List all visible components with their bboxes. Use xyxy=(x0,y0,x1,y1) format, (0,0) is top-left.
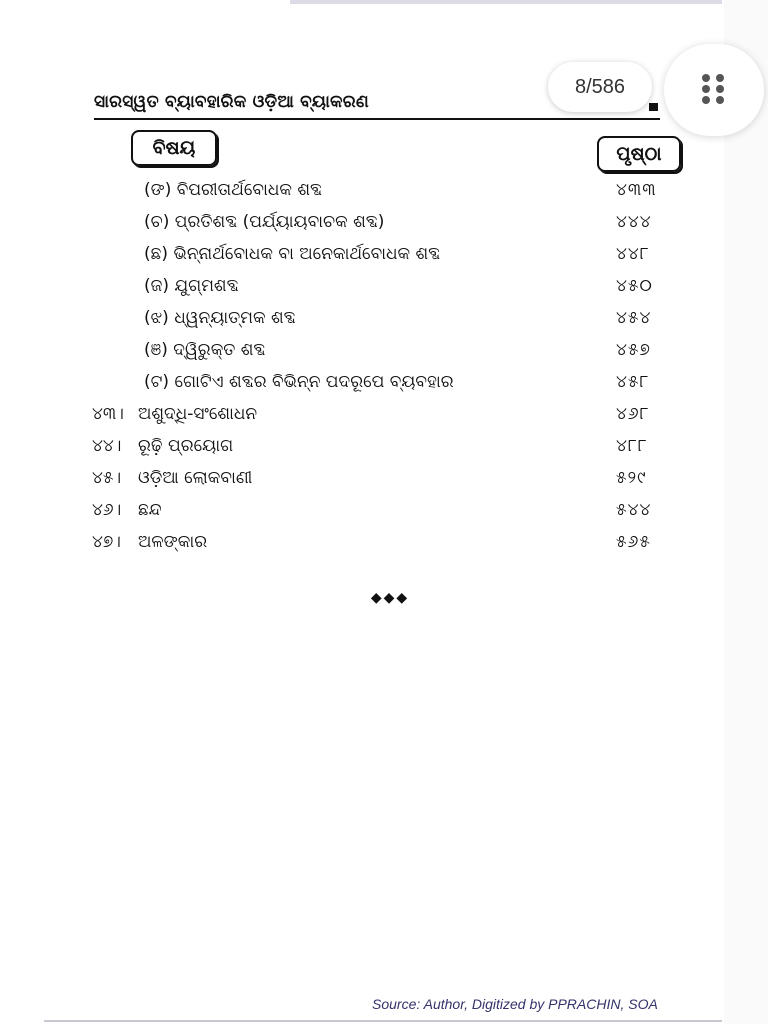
viewer-top-strip xyxy=(0,0,768,4)
toc-row xyxy=(92,240,672,272)
toc-page-number: ୫୬୫ xyxy=(616,532,651,552)
toc-row xyxy=(92,336,672,368)
toc-page-number: ୫୪୪ xyxy=(616,500,652,520)
dot xyxy=(702,85,710,93)
toc-page-number: ୪୫୦ xyxy=(616,276,653,296)
toc-chapter-number: ୪୭। xyxy=(92,532,121,552)
toc-page-number: ୪୫୭ xyxy=(616,340,651,360)
toc-page-number: ୪୬୮ xyxy=(616,404,650,424)
dot xyxy=(702,74,710,82)
toc-row xyxy=(92,400,672,432)
toc-entry-title: ଅଳଙ୍କାର xyxy=(138,532,208,552)
toc-entry-title: ରୂଢ଼ି ପ୍ରୟୋଗ xyxy=(138,436,234,456)
toc-row xyxy=(92,528,672,560)
toc-entry-title: (ଜ) ଯୁଗ୍ମଶବ୍ଦ xyxy=(144,276,239,296)
dot xyxy=(702,96,710,104)
toc-entry-title: ଛନ୍ଦ xyxy=(138,500,162,520)
toc-entry-title: (ଞ) ଦ୍ୱିରୁକ୍ତ ଶବ୍ଦ xyxy=(144,340,266,360)
toc-page-number: ୪୪୮ xyxy=(616,244,650,264)
toc-page-number: ୪୮୮ xyxy=(616,436,648,456)
dot xyxy=(716,96,724,104)
toc-chapter-number: ୪୪। xyxy=(92,436,122,456)
toc-row xyxy=(92,272,672,304)
toc-row xyxy=(92,368,672,400)
dot xyxy=(716,74,724,82)
page-indicator[interactable]: 8/586 xyxy=(548,62,652,112)
toc-chapter-number: ୪୩। xyxy=(92,404,124,424)
toc-row xyxy=(92,208,672,240)
toc-page-number: ୪୩୩ xyxy=(616,180,657,200)
toc-page-number: ୫୨୯ xyxy=(616,468,647,488)
toc-row xyxy=(92,176,672,208)
table-of-contents xyxy=(92,176,672,560)
toc-entry-title: ଅଶୁଦ୍ଧି-ସଂଶୋଧନ xyxy=(138,404,258,424)
toc-row xyxy=(92,304,672,336)
grid-dots-icon xyxy=(702,74,724,104)
toc-page-number: ୪୫୮ xyxy=(616,372,650,392)
toc-entry-title: (ଟ) ଗୋଟିଏ ଶବ୍ଦର ବିଭିନ୍ନ ପଦରୂପେ ବ୍ୟବହାର xyxy=(144,372,454,392)
toc-row xyxy=(92,464,672,496)
viewer-right-edge xyxy=(724,0,768,1024)
header-square-mark xyxy=(649,103,658,111)
book-title: ସାରସ୍ୱତ ବ୍ୟାବହାରିକ ଓଡ଼ିଆ ବ୍ୟାକରଣ xyxy=(94,92,369,112)
toc-entry-title: (ଙ) ବିପରୀତାର୍ଥବୋଧକ ଶବ୍ଦ xyxy=(144,180,323,200)
toc-row xyxy=(92,432,672,464)
end-of-section-mark: ◆◆◆ xyxy=(370,590,410,606)
subject-column-label: ବିଷୟ xyxy=(131,130,217,166)
toc-page-number: ୪୪୪ xyxy=(616,212,652,232)
toc-chapter-number: ୪୫। xyxy=(92,468,122,488)
viewer-menu-button[interactable] xyxy=(664,44,764,136)
page-column-label: ପୃଷ୍ଠା xyxy=(597,136,681,172)
source-credit: Source: Author, Digitized by PPRACHIN, SOA xyxy=(372,996,658,1012)
toc-page-number: ୪୫୪ xyxy=(616,308,652,328)
toc-entry-title: (ଚ) ପ୍ରତିଶବ୍ଦ (ପର୍ଯ୍ୟାୟବାଚକ ଶବ୍ଦ) xyxy=(144,212,385,232)
toc-entry-title: (ଝ) ଧ୍ୱନ୍ୟାତ୍ମକ ଶବ୍ଦ xyxy=(144,308,296,328)
toc-chapter-number: ୪୬। xyxy=(92,500,122,520)
toc-row xyxy=(92,496,672,528)
toc-entry-title: (ଛ) ଭିନ୍ନାର୍ଥବୋଧକ ବା ଅନେକାର୍ଥବୋଧକ ଶବ୍ଦ xyxy=(144,244,441,264)
toc-entry-title: ଓଡ଼ିଆ ଲୋକବାଣୀ xyxy=(138,468,253,488)
dot xyxy=(716,85,724,93)
bottom-rule xyxy=(44,1020,722,1022)
